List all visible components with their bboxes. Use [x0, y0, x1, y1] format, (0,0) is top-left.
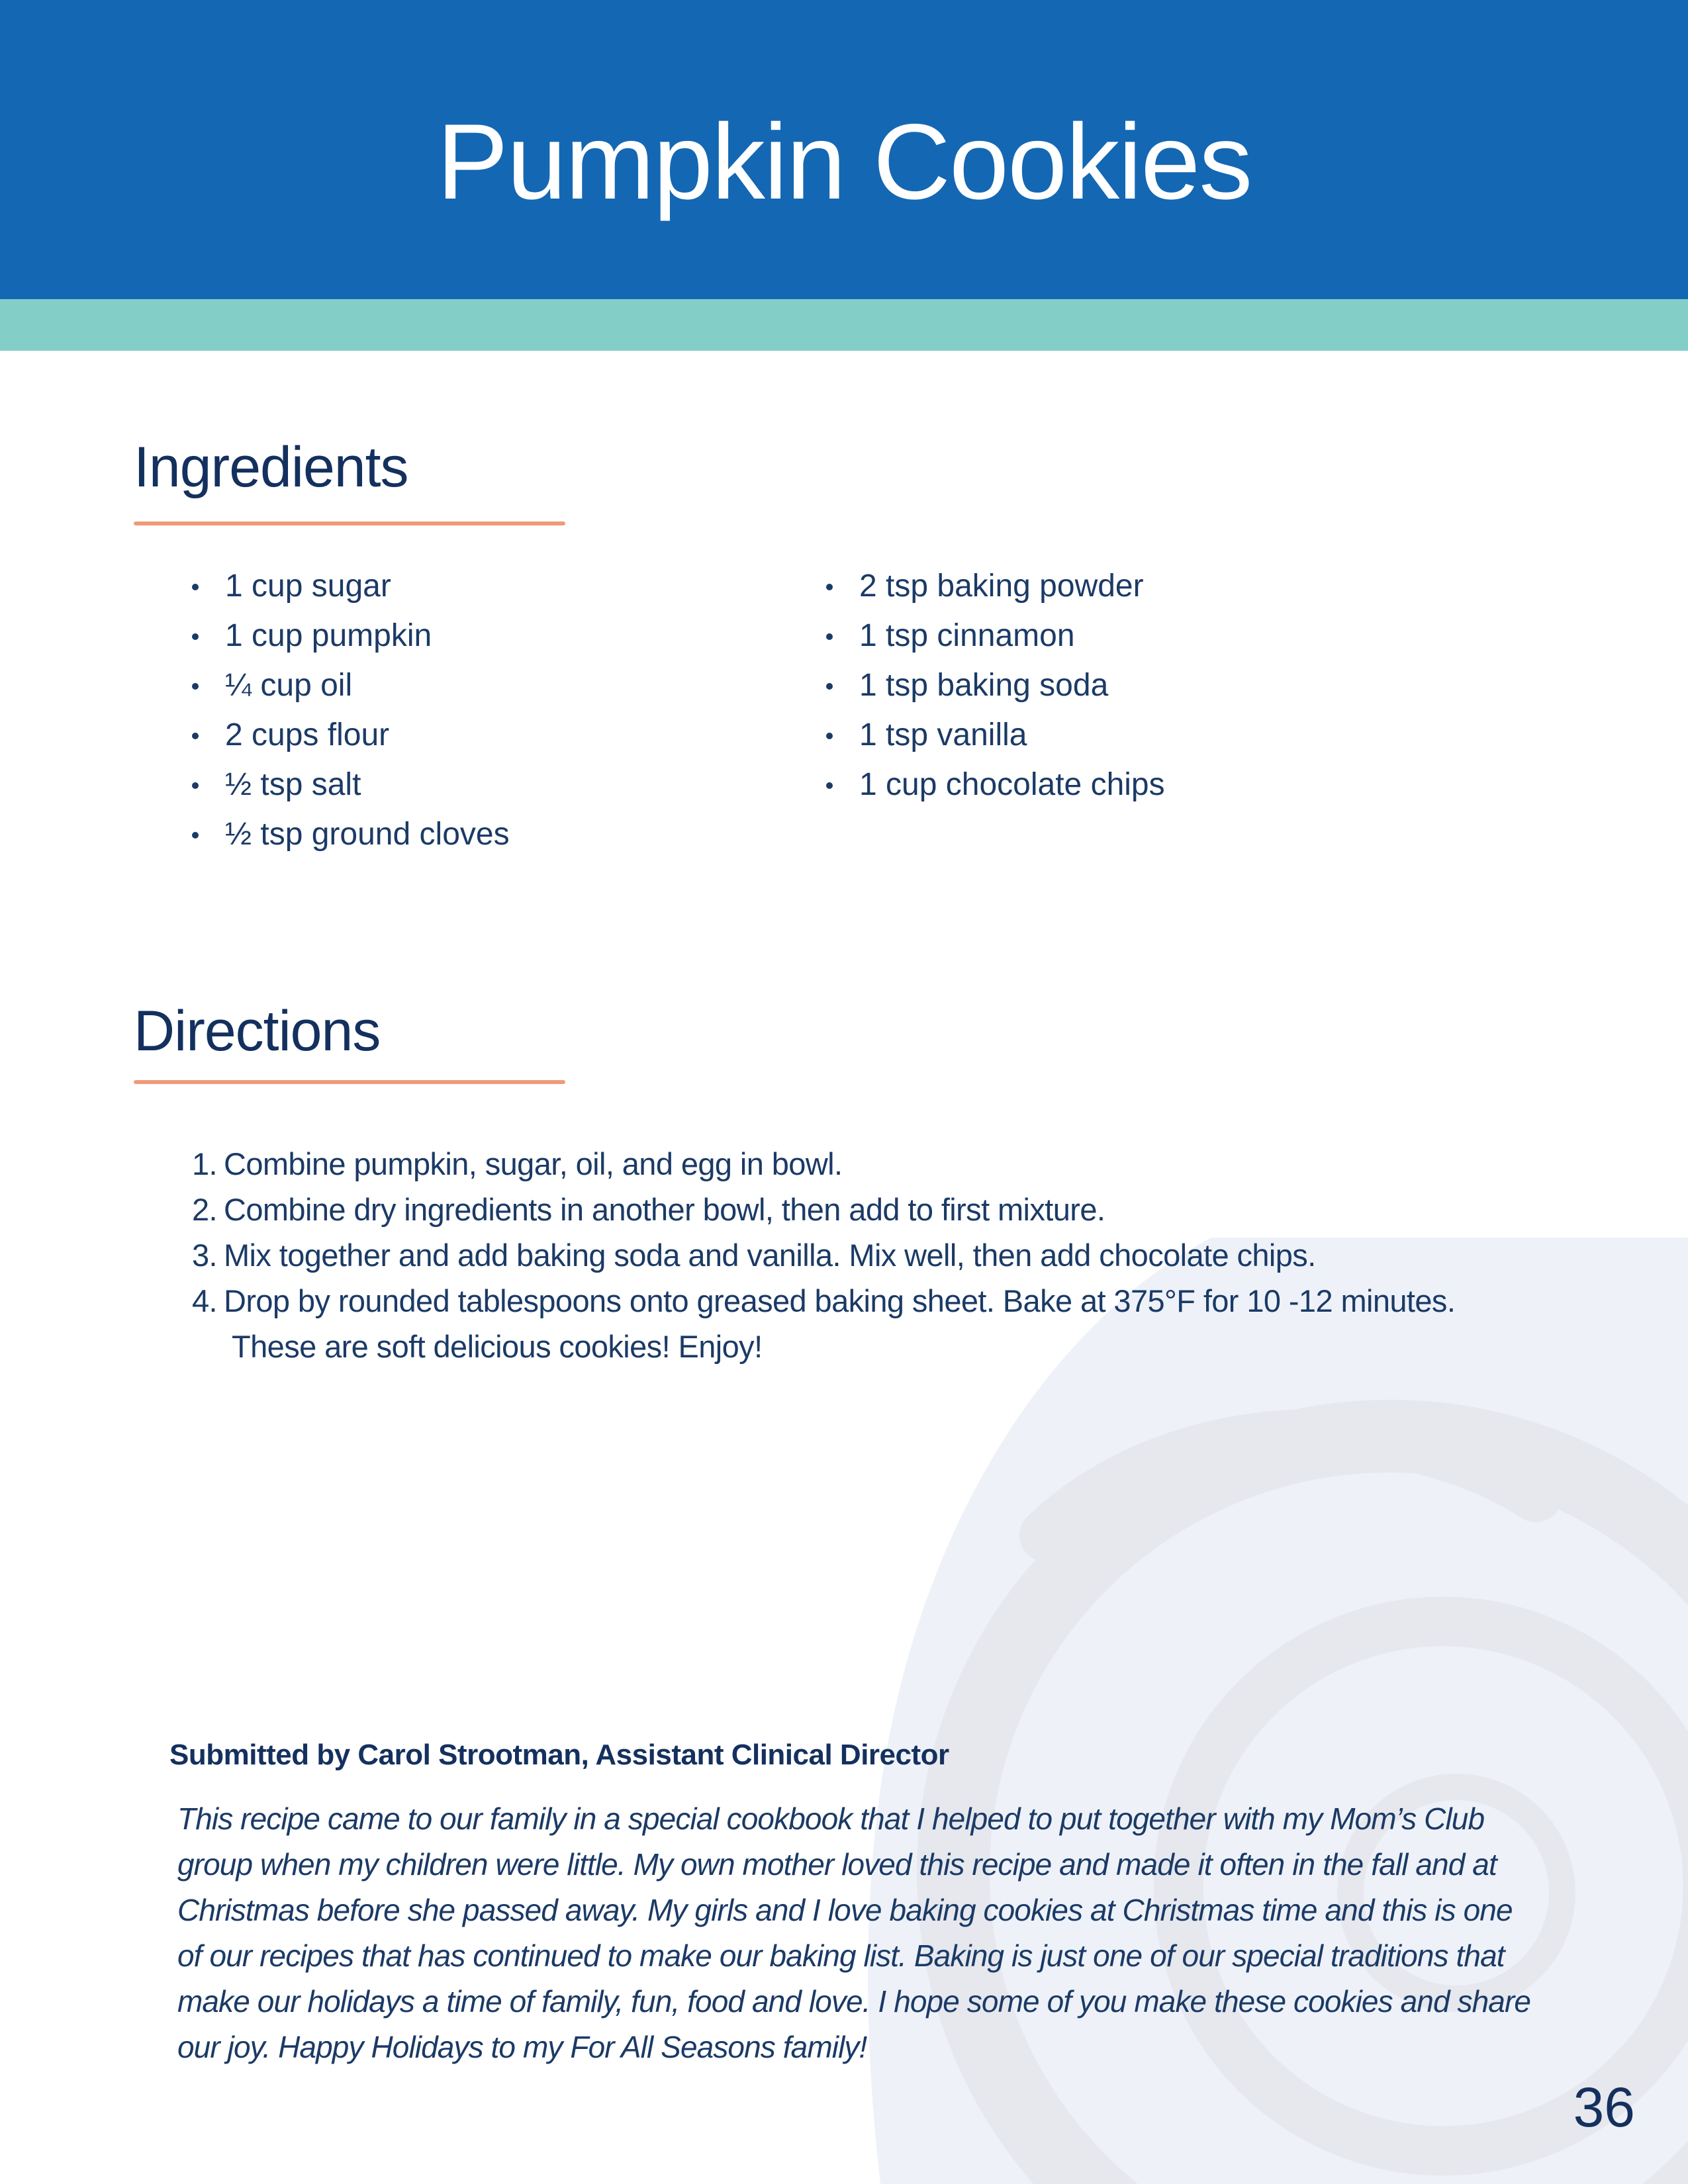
ingredients-list-left — [192, 561, 510, 859]
ingredient-item: 1 tsp cinnamon — [826, 611, 1165, 660]
direction-step — [192, 1232, 1549, 1278]
step-text: Combine pumpkin, sugar, oil, and egg in bowl. — [224, 1146, 843, 1181]
direction-step — [192, 1187, 1549, 1232]
recipe-title: Pumpkin Cookies — [436, 102, 1252, 222]
title-banner — [0, 0, 1688, 299]
ingredient-item: ½ tsp ground cloves — [192, 809, 510, 859]
step-text: Mix together and add baking soda and vanilla. Mix well, then add chocolate chips. — [224, 1238, 1316, 1273]
directions-heading: Directions — [134, 999, 381, 1063]
ingredient-item: ¼ cup oil — [192, 660, 510, 710]
ingredient-item: 1 cup sugar — [192, 561, 510, 611]
ingredients-heading: Ingredients — [134, 435, 408, 499]
step-note: These are soft delicious cookies! Enjoy! — [232, 1329, 763, 1364]
ingredient-item: 1 cup chocolate chips — [826, 760, 1165, 809]
ingredients-heading-underline — [134, 522, 565, 525]
ingredient-item: 1 tsp vanilla — [826, 710, 1165, 760]
ingredients-list-right — [826, 561, 1165, 809]
step-number: 4. — [192, 1283, 217, 1318]
step-text: Drop by rounded tablespoons onto greased baking sheet. Bake at 375°F for 10 -12 minutes. — [224, 1283, 1456, 1318]
direction-step — [192, 1141, 1549, 1187]
direction-step — [192, 1278, 1549, 1369]
accent-band — [0, 299, 1688, 351]
directions-list — [192, 1141, 1549, 1369]
step-text: Combine dry ingredients in another bowl, then add to first mixture. — [224, 1192, 1105, 1227]
ingredient-item: 1 cup pumpkin — [192, 611, 510, 660]
ingredient-item: 2 cups flour — [192, 710, 510, 760]
submitted-by: Submitted by Carol Strootman, Assistant Clinical Director — [169, 1739, 949, 1771]
ingredient-item: 2 tsp baking powder — [826, 561, 1165, 611]
ingredient-item: 1 tsp baking soda — [826, 660, 1165, 710]
step-number: 2. — [192, 1192, 217, 1227]
step-number: 3. — [192, 1238, 217, 1273]
ingredient-item: ½ tsp salt — [192, 760, 510, 809]
page-number: 36 — [1573, 2076, 1635, 2138]
step-number: 1. — [192, 1146, 217, 1181]
recipe-story: This recipe came to our family in a special cookbook that I helped to put together with my Mom’s Club group when my children were little. My own mother loved this recipe and made it often in the fall and at Christmas before she passed away. My girls and I love baking cookies at Christmas time and this is one of our recipes that has continued to make our baking list. Baking is just one of our special traditions that make our holidays a time of family, fun, food and love. I hope some of you make these cookies and share our joy. Happy Holidays to my For All Seasons family! — [177, 1801, 1531, 2064]
directions-heading-underline — [134, 1080, 565, 1084]
